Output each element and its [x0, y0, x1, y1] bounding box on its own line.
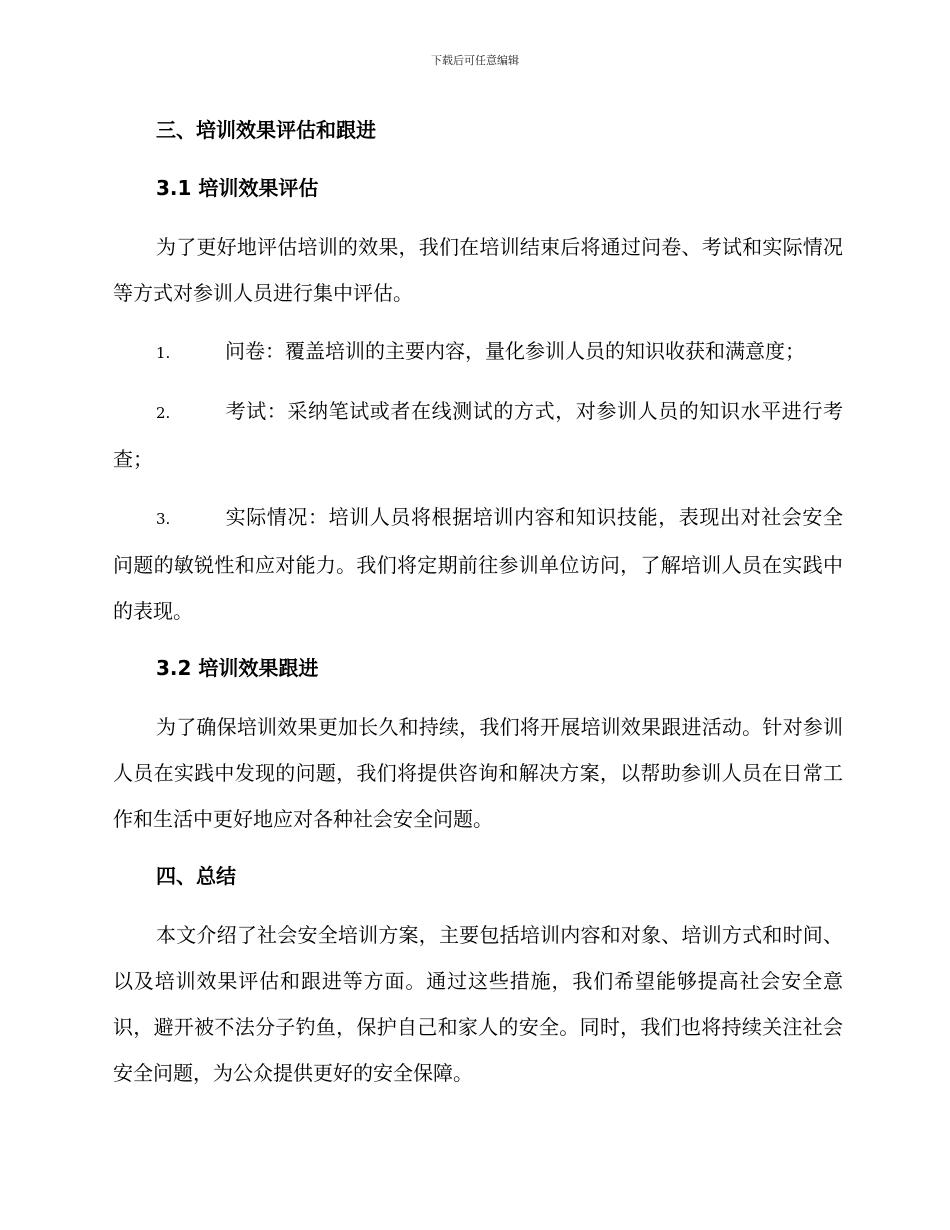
- section-3-2-title: 3.2 培训效果跟进: [156, 656, 319, 680]
- section-4-title: 四、总结: [156, 864, 236, 888]
- list-item-text: 问卷：覆盖培训的主要内容，量化参训人员的知识收获和满意度；: [225, 339, 805, 363]
- list-item: [113, 388, 843, 482]
- page-header-note: 下载后可任意编辑: [431, 54, 519, 67]
- list-item-number: 1.: [156, 344, 171, 362]
- list-item-number: 3.: [156, 510, 171, 528]
- section-3-1-title: 3.1 培训效果评估: [156, 176, 319, 200]
- list-item-text: 考试：采纳笔试或者在线测试的方式，对参训人员的知识水平进行考查；: [113, 399, 843, 471]
- section-3-1-intro: 为了更好地评估培训的效果，我们在培训结束后将通过问卷、考试和实际情况等方式对参训人员进行集中评估。: [113, 235, 843, 305]
- list-item-number: 2.: [156, 404, 171, 422]
- section-4-body: 本文介绍了社会安全培训方案，主要包括培训内容和对象、培训方式和时间、以及培训效果评估和跟进等方面。通过这些措施，我们希望能够提高社会安全意识，避开被不法分子钓鱼，保护自己和家人的安全。同时，我们也将持续关注社会安全问题，为公众提供更好的安全保障。: [113, 923, 843, 1085]
- section-3-title: 三、培训效果评估和跟进: [156, 118, 376, 142]
- list-item-text: 实际情况：培训人员将根据培训内容和知识技能，表现出对社会安全问题的敏锐性和应对能力。我们将定期前往参训单位访问，了解培训人员在实践中的表现。: [113, 505, 843, 623]
- list-item: [113, 328, 843, 376]
- list-item: [113, 494, 843, 634]
- section-3-2-body: 为了确保培训效果更加长久和持续，我们将开展培训效果跟进活动。针对参训人员在实践中发现的问题，我们将提供咨询和解决方案，以帮助参训人员在日常工作和生活中更好地应对各种社会安全问题。: [113, 715, 843, 831]
- document-body: [113, 108, 843, 1108]
